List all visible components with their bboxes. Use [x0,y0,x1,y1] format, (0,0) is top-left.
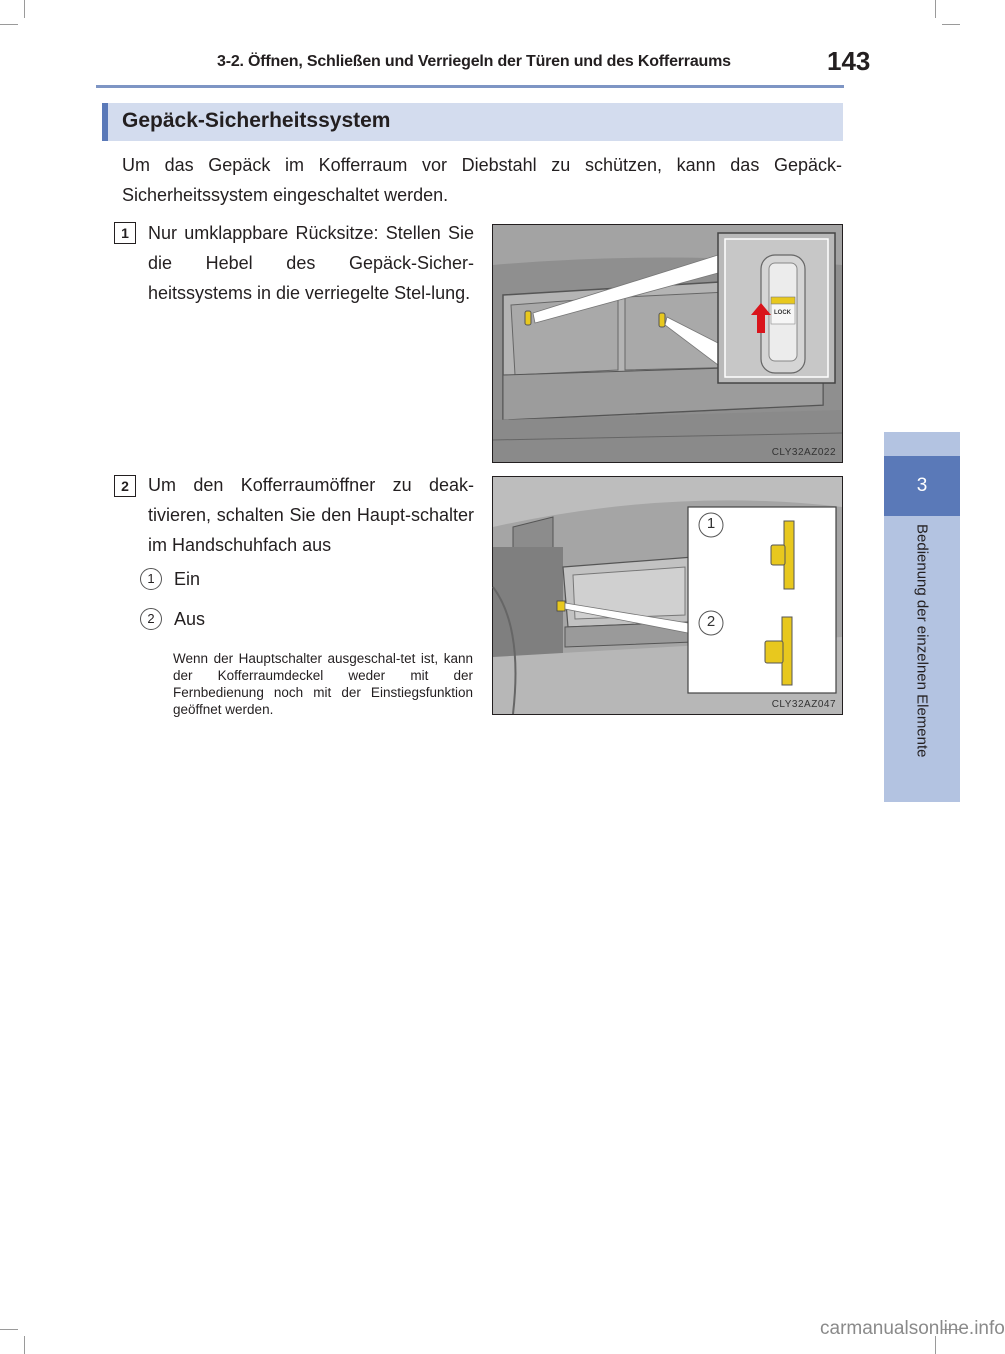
list-item-label: Aus [174,609,206,629]
watermark: carmanualsonline.info [820,1318,1005,1339]
crop-mark [24,0,25,18]
section-intro: Um das Gepäck im Kofferraum vor Diebstahl zu schützen, kann das Gepäck-Sicherheitssystem eingeschaltet werden. [122,155,842,205]
circled-number: 1 [140,568,162,590]
crop-mark [24,1336,25,1354]
chapter-side-tab [884,432,960,802]
crop-mark [0,1329,18,1330]
circled-number: 2 [140,608,162,630]
section-heading [102,103,843,141]
figure-code: CLY32AZ047 [771,699,836,710]
figure-code: CLY32AZ022 [771,447,836,458]
section-title: Gepäck-Sicherheitssystem [122,109,391,132]
note-text: Wenn der Hauptschalter ausgeschal-tet ist, kann der Kofferraumdeckel weder mit der Fernbedienung noch mit der Einstiegsfunktion geöffnet werden. [173,651,473,717]
step-text: Nur umklappbare Rücksitze: Stellen Sie die Hebel des Gepäck-Sicher-heitssystems in die verriegelte Stel-lung. [148,223,474,303]
page-number: 143 [827,46,871,76]
step-number-badge: 1 [114,222,136,244]
lock-label: LOCK [774,310,791,316]
glovebox-illustration [493,477,842,714]
list-item [140,568,200,590]
callout-number: 1 [706,515,716,532]
trunk-illustration [493,225,842,462]
crop-mark [0,24,18,25]
glovebox-switch-figure [492,476,843,715]
chapter-title-wrap [904,524,940,794]
running-header-title: 3-2. Öffnen, Schließen und Verriegeln der Türen und des Kofferraums [217,53,731,70]
callout-number: 2 [706,613,716,630]
chapter-title: Bedienung der einzelnen Elemente [913,524,931,758]
crop-mark [935,0,936,18]
step-number-badge: 2 [114,475,136,497]
chapter-number: 3 [884,456,960,516]
crop-mark [942,24,960,25]
list-item-label: Ein [174,569,201,589]
step-text: Um den Kofferraumöffner zu deak-tivieren, schalten Sie den Haupt-schalter im Handschuhfach aus [148,475,474,555]
list-item [140,608,205,630]
header-rule [96,85,844,88]
trunk-lock-figure [492,224,843,463]
